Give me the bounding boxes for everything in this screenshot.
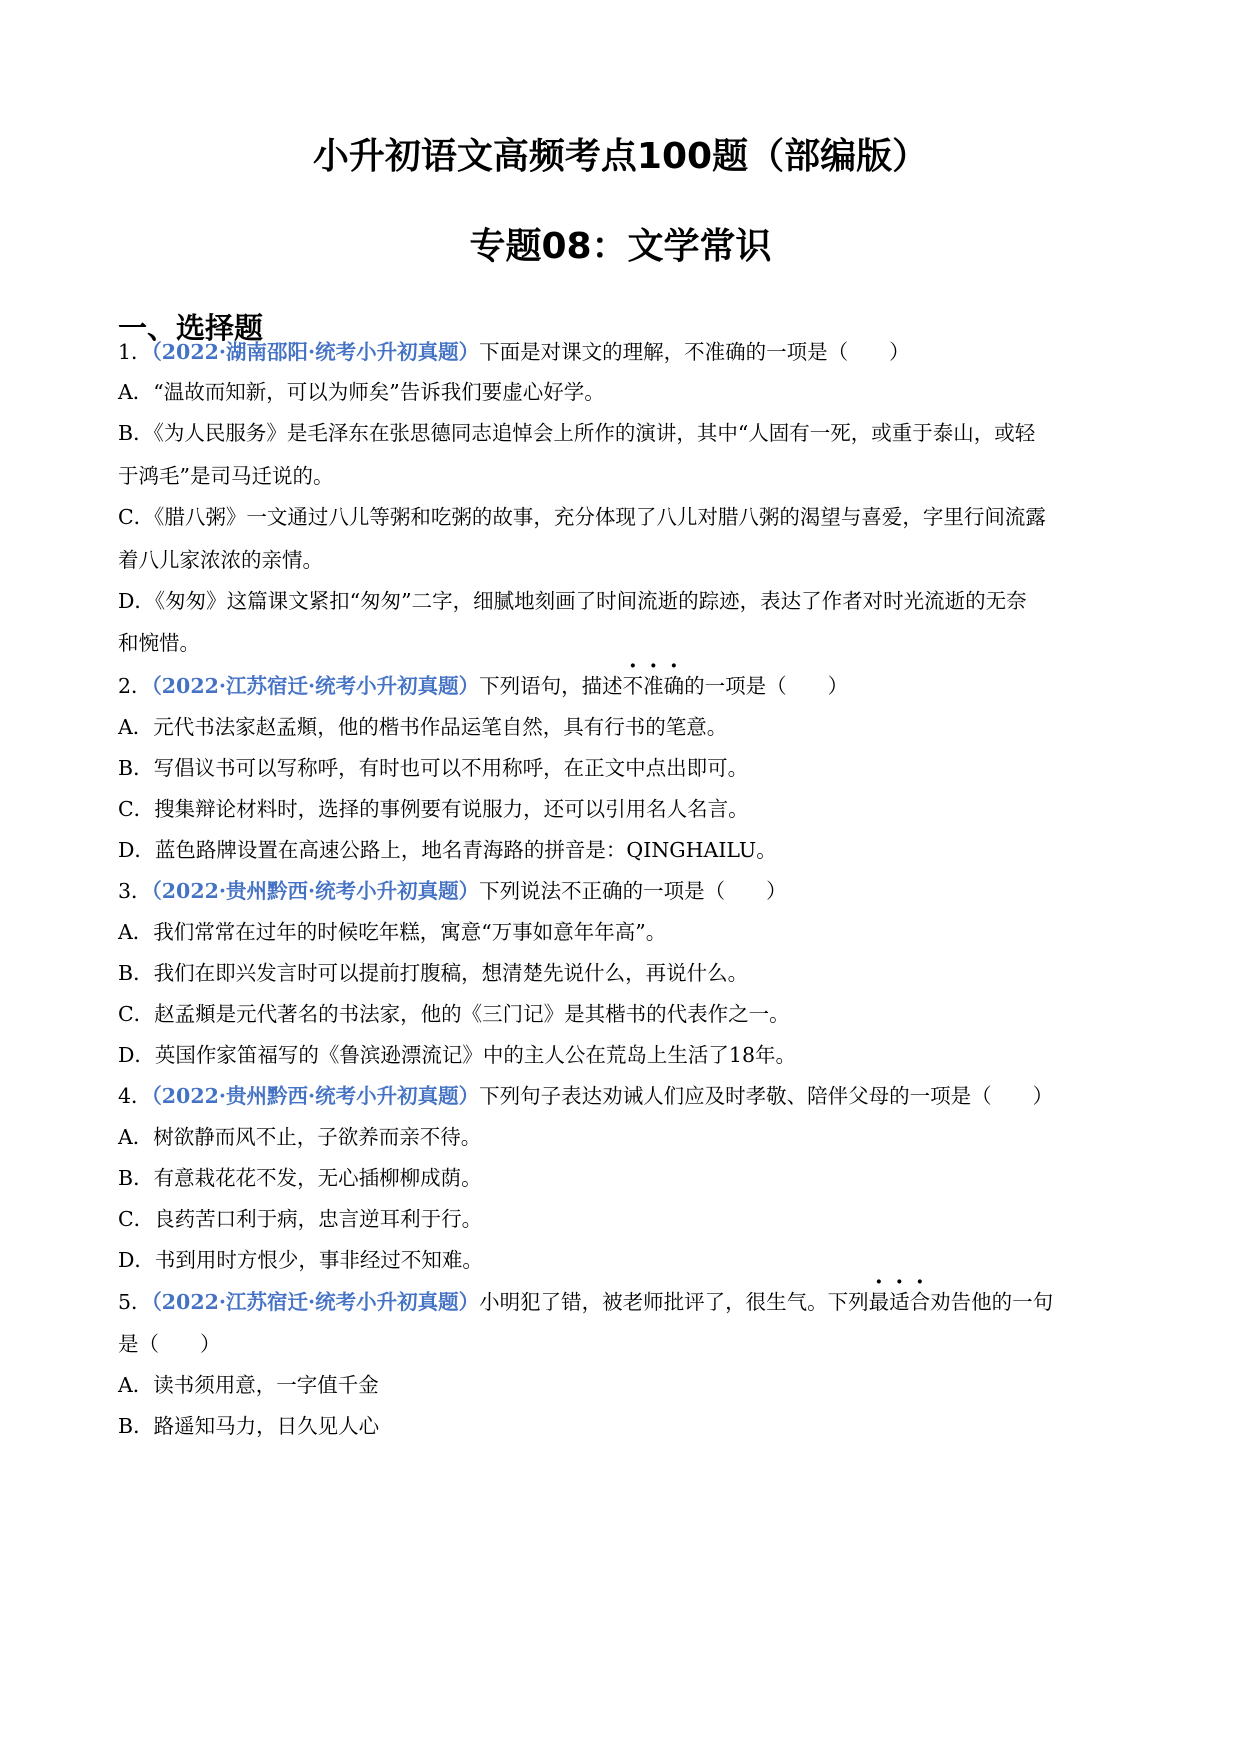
question-5-option-a: A．读书须用意，一字值千金 [118,1373,379,1397]
section-heading: 一、选择题 [118,311,264,345]
question-3-option-b: B．我们在即兴发言时可以提前打腹稿，想清楚先说什么，再说什么。 [118,961,749,985]
question-5-stem-cont: 是（ ） [118,1332,221,1356]
question-1-option-b-cont: 于鸿毛”是司马迁说的。 [118,464,334,488]
question-1-option-d-cont: 和惋惜。 [118,631,200,655]
question-4-option-d: D．书到用时方恨少，事非经过不知难。 [118,1248,483,1272]
question-2-option-b: B．写倡议书可以写称呼，有时也可以不用称呼，在正文中点出即可。 [118,756,749,780]
question-1-option-d: D．《匆匆》这篇课文紧扣“匆匆”二字，细腻地刻画了时间流逝的踪迹，表达了作者对时光流逝的无奈 [118,589,1027,613]
question-2-stem: 2．（2022·江苏宿迁·统考小升初真题）下列语句，描述不准确的一项是（ ） [118,674,849,698]
emphasis-char: 不 [622,674,644,698]
question-3-option-a: A．我们常常在过年的时候吃年糕，寓意“万事如意年年高”。 [118,920,667,944]
document-title: 小升初语文高频考点100题（部编版） [312,136,929,177]
question-5-stem: 5．（2022·江苏宿迁·统考小升初真题）小明犯了错，被老师批评了，很生气。下列最适合劝告他的一句 [118,1290,1054,1314]
question-1-option-c-cont: 着八儿家浓浓的亲情。 [118,548,323,572]
question-3-option-d: D．英国作家笛福写的《鲁滨逊漂流记》中的主人公在荒岛上生活了18年。 [118,1043,797,1067]
question-4-option-b: B．有意栽花花不发，无心插柳柳成荫。 [118,1166,482,1190]
document-subtitle: 专题08：文学常识 [469,226,772,267]
question-2-option-d: D．蓝色路牌设置在高速公路上，地名青海路的拼音是：QINGHAILU。 [118,838,777,862]
question-2-option-a: A．元代书法家赵孟頫，他的楷书作品运笔自然，具有行书的笔意。 [118,715,728,739]
question-1-option-a: A．“温故而知新，可以为师矣”告诉我们要虚心好学。 [118,380,605,404]
question-3-option-c: C．赵孟頫是元代著名的书法家，他的《三门记》是其楷书的代表作之一。 [118,1002,790,1026]
emphasis-char: 适 [889,1290,910,1314]
emphasis-char: 准 [643,674,664,698]
question-1-option-c: C．《腊八粥》一文通过八儿等粥和吃粥的故事，充分体现了八儿对腊八粥的渴望与喜爱，字里行间流露 [118,505,1046,529]
question-5-option-b: B．路遥知马力，日久见人心 [118,1414,380,1438]
question-4-stem: 4．（2022·贵州黔西·统考小升初真题）下列句子表达劝诫人们应及时孝敬、陪伴父母的一项是（ ） [118,1084,1054,1108]
question-4-option-a: A．树欲静而风不止，子欲养而亲不待。 [118,1125,482,1149]
emphasis-char: 最 [868,1290,890,1314]
question-2-option-c: C．搜集辩论材料时，选择的事例要有说服力，还可以引用名人名言。 [118,797,749,821]
emphasis-char: 确 [663,674,685,698]
question-1-option-b: B．《为人民服务》是毛泽东在张思德同志追悼会上所作的演讲，其中“人固有一死，或重于泰山，或轻 [118,421,1036,445]
question-3-stem: 3．（2022·贵州黔西·统考小升初真题）下列说法不正确的一项是（ ） [118,879,787,903]
question-1-stem: 1．（2022·湖南邵阳·统考小升初真题）下面是对课文的理解，不准确的一项是（ ） [118,340,910,364]
emphasis-char: 合 [909,1290,931,1314]
question-4-option-c: C．良药苦口利于病，忠言逆耳利于行。 [118,1207,483,1231]
